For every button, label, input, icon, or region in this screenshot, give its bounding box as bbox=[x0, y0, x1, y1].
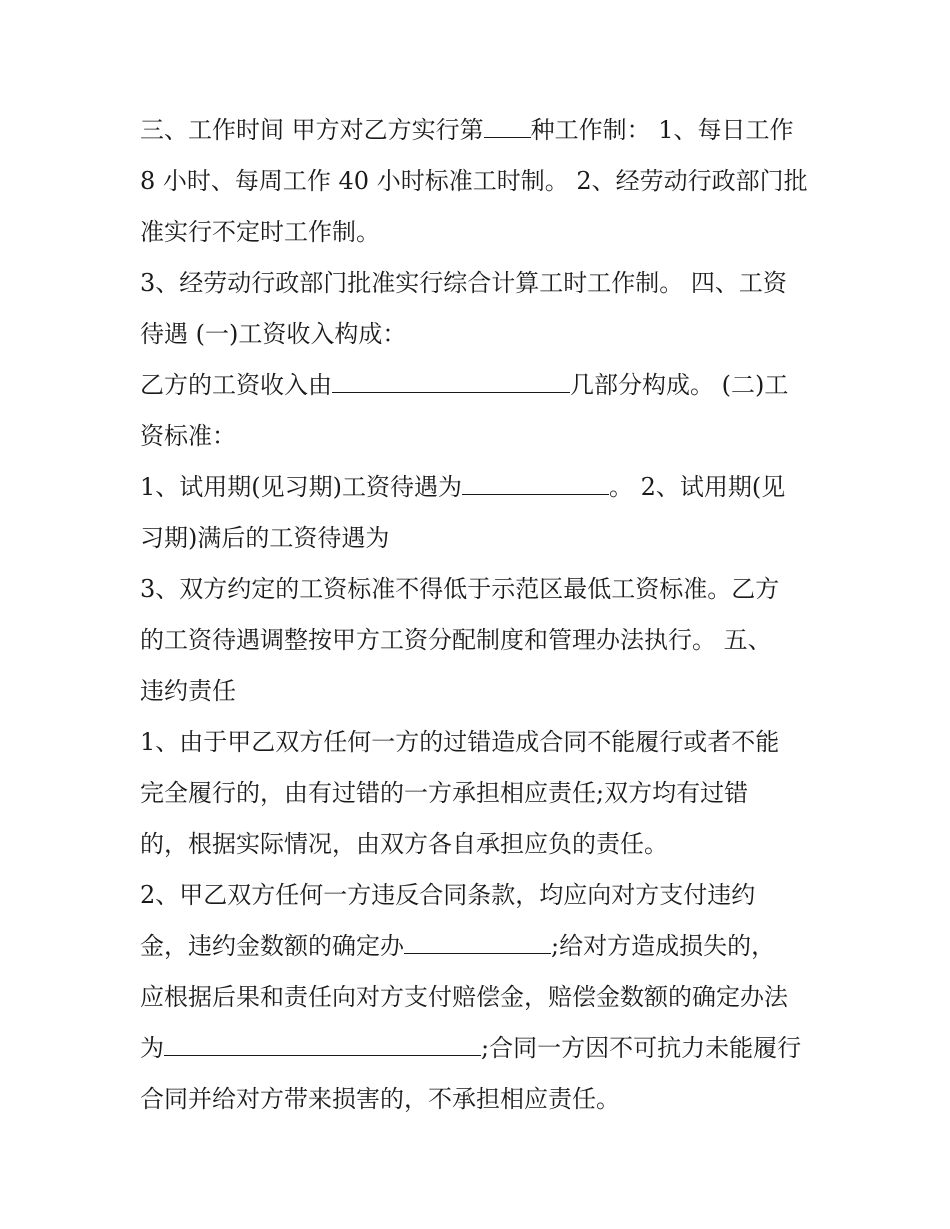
text-line bbox=[140, 156, 830, 207]
text-segment: ;合同一方因不可抗力未能履行 bbox=[481, 1034, 802, 1062]
text-line bbox=[140, 411, 830, 462]
text-line bbox=[140, 1023, 830, 1074]
text-segment: 。 2、试用期(见 bbox=[609, 473, 786, 501]
text-segment: 3、双方约定的工资标准不得低于示范区最低工资标准。乙方 bbox=[140, 575, 780, 603]
fill-in-blank bbox=[404, 933, 551, 954]
document-body bbox=[140, 105, 830, 1125]
text-line bbox=[140, 1074, 830, 1125]
text-segment: 1、试用期(见习期)工资待遇为 bbox=[140, 473, 462, 501]
text-line bbox=[140, 972, 830, 1023]
text-segment: 为 bbox=[140, 1034, 164, 1062]
text-line bbox=[140, 564, 830, 615]
text-line bbox=[140, 258, 830, 309]
text-segment: 准实行不定时工作制。 bbox=[140, 218, 380, 246]
text-segment: 几部分构成。 (二)工 bbox=[570, 371, 789, 399]
text-segment: 8 小时、每周工作 40 小时标准工时制。 2、经劳动行政部门批 bbox=[140, 167, 808, 195]
text-segment: 待遇 (一)工资收入构成： bbox=[140, 320, 407, 348]
text-segment: 习期)满后的工资待遇为 bbox=[140, 524, 390, 552]
text-segment: 违约责任 bbox=[140, 677, 236, 705]
text-segment: 三、工作时间 甲方对乙方实行第 bbox=[140, 116, 484, 144]
text-line bbox=[140, 615, 830, 666]
text-segment: 的，根据实际情况，由双方各自承担应负的责任。 bbox=[140, 830, 668, 858]
text-line bbox=[140, 462, 830, 513]
text-segment: ;给对方造成损失的， bbox=[551, 932, 776, 960]
fill-in-blank bbox=[462, 474, 609, 495]
text-line bbox=[140, 768, 830, 819]
text-segment: 2、甲乙双方任何一方违反合同条款，均应向对方支付违约 bbox=[140, 881, 756, 909]
text-segment: 金，违约金数额的确定办 bbox=[140, 932, 404, 960]
fill-in-blank bbox=[164, 1035, 481, 1056]
text-line bbox=[140, 360, 830, 411]
fill-in-blank bbox=[484, 117, 531, 138]
fill-in-blank bbox=[332, 372, 570, 393]
text-segment: 资标准： bbox=[140, 422, 236, 450]
text-line bbox=[140, 513, 830, 564]
text-line bbox=[140, 921, 830, 972]
text-line bbox=[140, 666, 830, 717]
text-segment: 种工作制： 1、每日工作 bbox=[530, 116, 794, 144]
text-line bbox=[140, 717, 830, 768]
text-segment: 3、经劳动行政部门批准实行综合计算工时工作制。 四、工资 bbox=[140, 269, 787, 297]
text-line bbox=[140, 819, 830, 870]
text-segment: 应根据后果和责任向对方支付赔偿金，赔偿金数额的确定办法 bbox=[140, 983, 788, 1011]
text-segment: 完全履行的，由有过错的一方承担相应责任;双方均有过错 bbox=[140, 779, 749, 807]
text-line bbox=[140, 309, 830, 360]
text-line bbox=[140, 207, 830, 258]
text-segment: 1、由于甲乙双方任何一方的过错造成合同不能履行或者不能 bbox=[140, 728, 780, 756]
text-segment: 乙方的工资收入由 bbox=[140, 371, 332, 399]
text-line bbox=[140, 105, 830, 156]
text-line bbox=[140, 870, 830, 921]
text-segment: 合同并给对方带来损害的，不承担相应责任。 bbox=[140, 1085, 620, 1113]
text-segment: 的工资待遇调整按甲方工资分配制度和管理办法执行。 五、 bbox=[140, 626, 772, 654]
